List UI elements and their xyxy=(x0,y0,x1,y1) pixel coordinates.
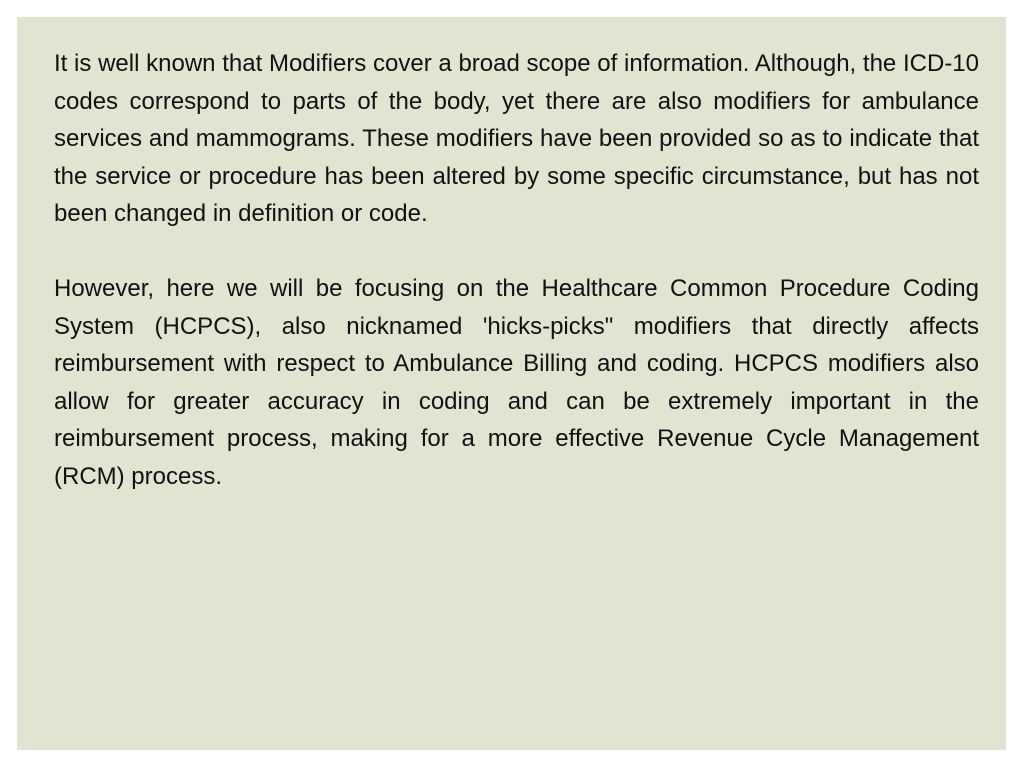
paragraph-hcpcs-modifiers: However, here we will be focusing on the Healthcare Common Procedure Coding System (HCPCS), also nicknamed 'hicks-picks" modifiers that directly affects reimbursement with respect to Ambulance Billing and coding. HCPCS modifiers also allow for greater accuracy in coding and can be extremely important in the reimbursement process, making for a more effective Revenue Cycle Management (RCM) process. xyxy=(54,275,979,490)
paragraph-modifiers-overview: It is well known that Modifiers cover a broad scope of information. Although, the ICD-10 codes correspond to parts of the body, yet there are also modifiers for ambulance services and mammograms. These modifiers have been provided so as to indicate that the service or procedure has been altered by some specific circumstance, but has not been changed in definition or code. xyxy=(54,50,979,227)
slide-body-text xyxy=(54,45,979,495)
slide-panel xyxy=(17,17,1006,750)
